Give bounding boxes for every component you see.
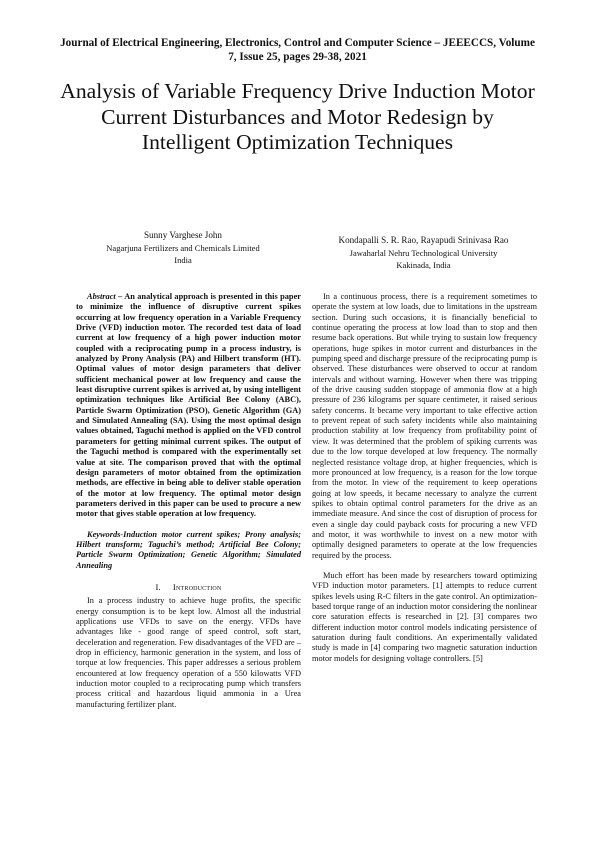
- body-paragraph-2: Much effort has been made by researchers toward optimizing VFD induction motor parameters. [1] attempts to reduce current spikes levels using R-C filters in the gate control. An optimization-based torque range of an induction motor considering the nonlinear core saturation effects is researched in [2]. [3] compares two different induction motor control models indicating persistence of saturation during fault conditions. An experimentally validated study is made in [4] comparing two magnetic saturation induction motor models for designing voltage controllers. [5]: [312, 570, 537, 663]
- section-numeral: I.: [155, 581, 161, 592]
- paper-title: Analysis of Variable Frequency Drive Induction Motor Current Disturbances and Motor Redesign by Intelligent Optimization Techniques: [60, 79, 535, 154]
- right-column: [312, 292, 537, 664]
- section-heading-initial: I: [172, 581, 176, 592]
- author-affiliation: Jawaharlal Nehru Technological University: [349, 247, 498, 258]
- introduction-paragraph: In a process industry to achieve huge profits, the specific energy consumption is to be kept low. Almost all the industrial applications use VFDs to save on the energy. VFDs have advantages like - good range of speed control, soft start, deceleration and regeneration. Few disadvantages of the VFD are – drop in efficiency, harmonic generation in the system, and loss of torque at low frequencies. This paper addresses a serious problem encountered at low frequency operation of a 550 kilowatts VFD induction motor coupled to a reciprocating pump which transfers process critical and hazardous liquid ammonia in a Urea manufacturing fertilizer plant.: [76, 596, 301, 709]
- abstract: [76, 292, 301, 520]
- journal-header: Journal of Electrical Engineering, Electronics, Control and Computer Science – JEEECCS, Volume 7, Issue 25, pages 29-38, 2021: [60, 37, 535, 63]
- section-heading-introduction: [76, 582, 301, 592]
- keywords: Keywords-Induction motor current spikes; Prony analysis; Hilbert transform; Taguchi’s method; Artificial Bee Colony; Particle Swarm Optimization; Genetic Algorithm; Simulated Annealing: [76, 529, 301, 570]
- author-block-1: [78, 229, 288, 267]
- left-column: [76, 292, 301, 710]
- section-heading-rest: ntroduction: [175, 581, 222, 592]
- author-name: Kondapalli S. R. Rao, Rayapudi Srinivasa Rao: [338, 235, 509, 245]
- author-affiliation: Nagarjuna Fertilizers and Chemicals Limited: [106, 242, 260, 253]
- author-block-2: [310, 234, 537, 272]
- body-paragraph-1: In a continuous process, there is a requirement sometimes to operate the system at low loads, due to limitations in the upstream section. During such occasions, it is financially beneficial to continue operating the process at low load than to stop and then resume back operations. But while trying to sustain low frequency operations, huge spikes in motor current and disturbances in the pumping speed and discharge pressure of the reciprocating pump is observed. These disturbances were observed to occur at random intervals and without warning. However when there was tripping of the drive causing sudden stoppage of ammonia flow at a high pressure of 236 kilograms per square centimeter, it raised serious safety concerns. It became very important to take effective action to prevent repeat of such safety incidents while also maintaining production stability at low frequency from profitability point of view. It was determined that the problem of spiking currents was due to the low torque developed at low frequency. The normally neglected resistance voltage drop, at higher frequencies, which is more pronounced at low frequency, is a reason for the low torque from the motor. In view of the requirement to keep operations going at low speeds, it became necessary to analyze the current spikes to obtain optimal control parameters for the drive as an immediate measure. And since the cost of disruption of process for even a single day could payback costs for procuring a new VFD and motor, it was worthwhile to invest on a new motor with optimally designed parameters to operate at the low frequencies required by the process.: [312, 292, 537, 560]
- abstract-label: Abstract –: [87, 292, 123, 301]
- author-name: Sunny Varghese John: [144, 230, 222, 240]
- abstract-text: An analytical approach is presented in this paper to minimize the influence of disruptive current spikes occurring at low frequency operation in a Variable Frequency Drive (VFD) induction motor. The recorded test data of load current at low frequency of a high power induction motor coupled with a reciprocating pump in a process industry, is analyzed by Prony Analysis (PA) and Hilbert transform (HT). Optimal values of motor design parameters that deliver sufficient mechanical power at low frequency and cause the least disruptive current spikes is arrived at, by using intelligent optimization techniques like Artificial Bee Colony (ABC), Particle Swarm Optimization (PSO), Genetic Algorithm (GA) and Simulated Annealing (SA). Using the most optimal design values obtained, Taguchi method is applied on the VFD control parameters for getting minimal current spikes. The output of the Taguchi method is compared with the experimentally set value at site. The comparison proved that with the optimal design parameters of motor obtained from the optimization methods, are effective in being able to deliver stable operation of the motor at low frequency. The optimal motor design parameters derived in this paper can be used to procure a new motor that gives stable operation at low frequency.: [76, 292, 301, 519]
- author-location: India: [174, 255, 192, 265]
- author-location: Kakinada, India: [396, 260, 451, 270]
